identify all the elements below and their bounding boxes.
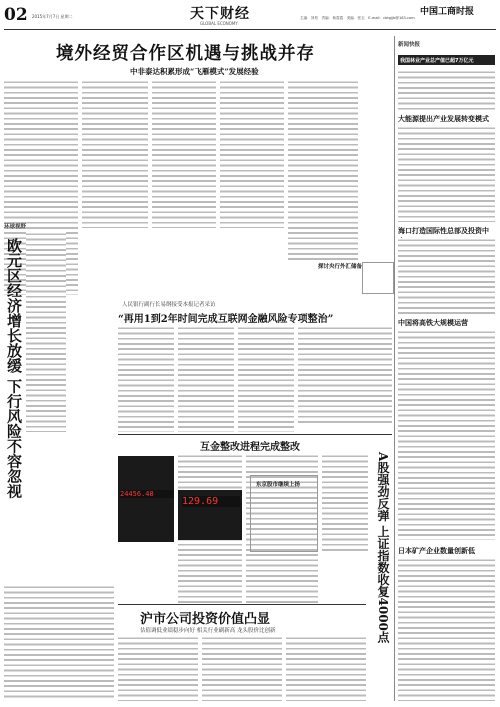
date-line: 2015年7月7日 星期二	[32, 14, 73, 19]
side-box-2-title: 东京股市继续上扬	[256, 482, 301, 488]
right-headline-3: 中国将高铁大规模运营	[398, 318, 468, 327]
right-body-1	[398, 70, 495, 110]
world-headline: 欧元区经济增长放缓 下行风险不容忽视	[5, 238, 23, 499]
lead-headline: 境外经贸合作区机遇与挑战并存	[56, 44, 315, 64]
bottom-body-3	[286, 636, 366, 701]
world-label: 环球视野	[4, 224, 27, 230]
lead-body-5	[288, 80, 358, 260]
right-headline-1: 大能源提出产业发展转变模式	[398, 114, 489, 123]
right-label: 新闻快报	[398, 42, 421, 48]
editor-line: 主编：刘易 责编：杨春霞 美编：张玉 E-mail：cbtgjjb@163.com	[300, 16, 415, 20]
section-title-en: GLOBAL ECONOMY	[200, 21, 238, 26]
right-headline-2: 海口打造国际性总部及投资中	[398, 226, 489, 235]
bottom-body-2	[202, 636, 282, 701]
bottom-headline: 沪市公司投资价值凸显	[140, 612, 271, 627]
right-headline-4: 日本矿产企业数量创新低	[398, 546, 475, 555]
right-body-5	[398, 558, 495, 701]
bottom-subheadline: 估值调低业绩稳步向好 相关行业刷新高 龙头股价比创新	[140, 628, 276, 634]
ticker-value-2: 129.69	[182, 496, 240, 507]
right-body-3	[398, 238, 495, 316]
lead-body-4	[220, 80, 284, 228]
world-body-2	[4, 585, 114, 701]
mid-body-3	[322, 454, 368, 554]
interview-body-1	[118, 326, 174, 432]
masthead-rule	[4, 29, 496, 30]
right-ad-text: 我国林业产业总产值已超7万亿元	[400, 58, 474, 64]
bottom-rule	[118, 604, 366, 605]
right-body-4	[398, 330, 495, 540]
ticker-value-1: 24456.48	[120, 490, 174, 498]
interview-body-4	[298, 326, 392, 426]
right-divider	[394, 36, 395, 701]
lead-subheadline: 中非泰达积累形成“飞雁模式”发展经验	[130, 67, 259, 76]
body-text	[288, 80, 358, 260]
interview-headline: “再用1到2年时间完成互联网金融风险专项整治”	[118, 314, 334, 325]
page-number: 02	[4, 5, 28, 25]
ticker-photo	[118, 456, 174, 542]
world-body-1	[26, 232, 66, 432]
vertical-headline: A股强劲反弹 上证指数收复4000点	[376, 452, 390, 643]
side-box-1-title: 探讨央行外汇储备	[318, 264, 363, 270]
publisher: 中国工商时报	[420, 7, 475, 17]
lead-body-2	[82, 80, 148, 228]
right-body-2	[398, 126, 495, 222]
masthead	[0, 0, 500, 30]
section-title: 天下财经	[190, 6, 250, 22]
mid-headline: 互金整改进程完成整改	[200, 442, 300, 453]
mid-rule	[118, 434, 392, 435]
body-text	[220, 80, 284, 228]
bottom-body-1	[118, 636, 198, 701]
body-text	[152, 80, 216, 228]
lead-body-3	[152, 80, 216, 228]
interview-body-2	[178, 326, 234, 432]
interview-kicker: 人民银行副行长易纲接受本报记者采访	[122, 302, 216, 308]
interview-body-3	[238, 326, 294, 432]
body-text	[82, 80, 148, 228]
